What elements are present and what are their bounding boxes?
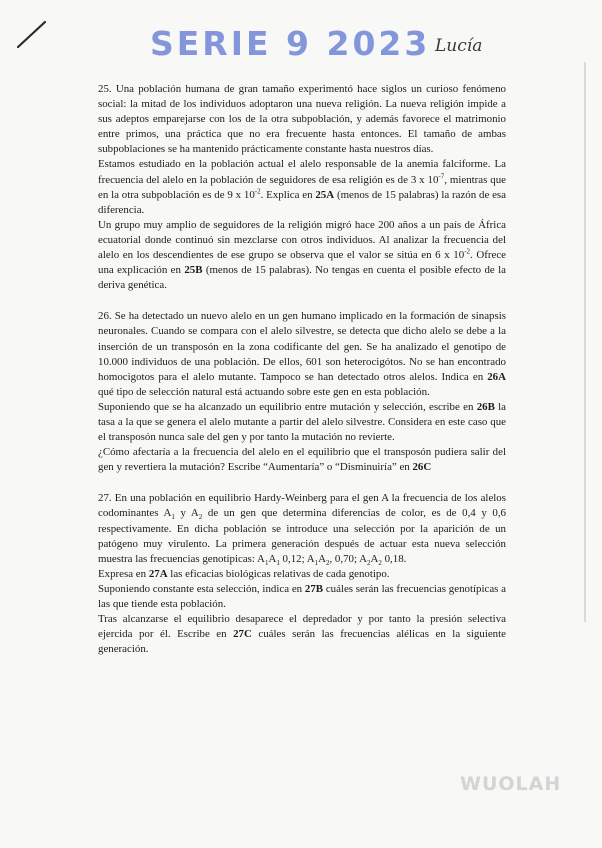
answer-code-25a: 25A <box>315 188 335 201</box>
handwritten-header <box>150 24 530 72</box>
answer-code-26b: 26B <box>476 400 495 413</box>
document-body <box>98 82 506 657</box>
answer-code-25b: 25B <box>184 264 203 277</box>
q27-paragraph-2: Expresa en 27A las eficacias biológicas relativas de cada genotipo. <box>98 567 390 580</box>
q27-paragraph-4: Tras alcanzarse el equilibrio desaparece el depredador y por tanto la presión selectiva ejercida por él. Escribe en 27C cuáles serán las frecuencias alélicas en la siguiente generación. <box>98 613 506 656</box>
q25-paragraph-3: Un grupo muy amplio de seguidores de la religión migró hace 200 años a un país de África ecuatorial donde continuó sin mezclarse con otros individuos. Al analizar la frecuencia del alelo en los descendientes de ese grupo se observa que el valor se sitúa en 6 x $10^{-2}$. Ofrece una explicación en 25B (menos de 15 palabras). No tengas en cuenta el posible efecto de la deriva genética. <box>98 218 506 292</box>
question-27 <box>98 491 506 657</box>
q27-paragraph-3: Suponiendo constante esta selección, indica en 27B cuáles serán las frecuencias genotípicas a las que tiende esta población. <box>98 582 506 610</box>
answer-code-27b: 27B <box>304 582 324 595</box>
answer-code-27c: 27C <box>233 628 252 641</box>
header-name: Lucía <box>435 36 483 56</box>
pen-mark-icon <box>14 18 50 50</box>
q26-paragraph-1: 26. Se ha detectado un nuevo alelo en un gen humano implicado en la formación de sinapsis neuronales. Cuando se compara con el alelo silvestre, se detecta que dicho alelo se debe a la inserción de un transposón en la zona codificante del gen. Se ha analizado el genotipo de 10.000 individuos de una población. De ellos, 601 son heterocigótos. No se han encontrado homocigotos para el alelo mutante. Tampoco se han detectado otros alelos. Indica en 26A qué tipo de selección natural está actuando sobre este gen en esta población. <box>98 310 506 398</box>
q27-paragraph-1: 27. En una población en equilibrio Hardy-Weinberg para el gen A la frecuencia de los alelos codominantes $A_1$ y $A_2$ de un gen que determina diferencias de color, es de 0,4 y 0,6 respectivamente. En dicha población se introduce una selección por la aparición de un patógeno muy virulento. La primera generación después de actuar esta nueva selección muestra las frecuencias genotípicas: $A_1A_1$ 0,12; $A_1A_2$, 0,70; $A_2A_2$ 0,18. <box>98 492 506 567</box>
answer-code-26a: 26A <box>487 370 506 383</box>
page-edge-shadow <box>584 62 586 622</box>
header-title: SERIE 9 2023 <box>150 24 431 63</box>
question-25 <box>98 82 506 293</box>
q26-paragraph-3: ¿Cómo afectaría a la frecuencia del alelo en el equilibrio que el transposón pudiera salir del gen y revertiera la mutación? Escribe “Aumentaría” o “Disminuiría” en 26C <box>98 446 506 474</box>
q25-paragraph-1: 25. Una población humana de gran tamaño experimentó hace siglos un curioso fenómeno social: la mitad de los individuos adoptaron una nueva religión. La nueva religión impide a sus adeptos emparejarse con los de la otra subpoblación, y además favorece el matrimonio entre primos, una práctica que no era frecuente hasta entonces. El tamaño de ambas subpoblaciones se ha mantenido prácticamente constante hasta nuestros días. <box>98 83 506 156</box>
q26-paragraph-2: Suponiendo que se ha alcanzado un equilibrio entre mutación y selección, escribe en 26B la tasa a la que se genera el alelo mutante a partir del alelo silvestre. Considera en este caso que el transposón nunca sale del gen y por tanto la mutación no revierte. <box>98 400 506 444</box>
q25-paragraph-2: Estamos estudiado en la población actual el alelo responsable de la anemia falciforme. La frecuencia del alelo en la población de seguidores de esa religión es de 3 x $10^{-7}$, mientras que en la otra subpoblación es de 9 x $10^{-2}$. Explica en 25A (menos de 15 palabras) la razón de esa diferencia. <box>98 158 507 216</box>
watermark-logo: WUOLAH <box>460 773 562 795</box>
question-26 <box>98 309 506 475</box>
answer-code-27a: 27A <box>148 567 168 580</box>
answer-code-26c: 26C <box>412 461 432 474</box>
